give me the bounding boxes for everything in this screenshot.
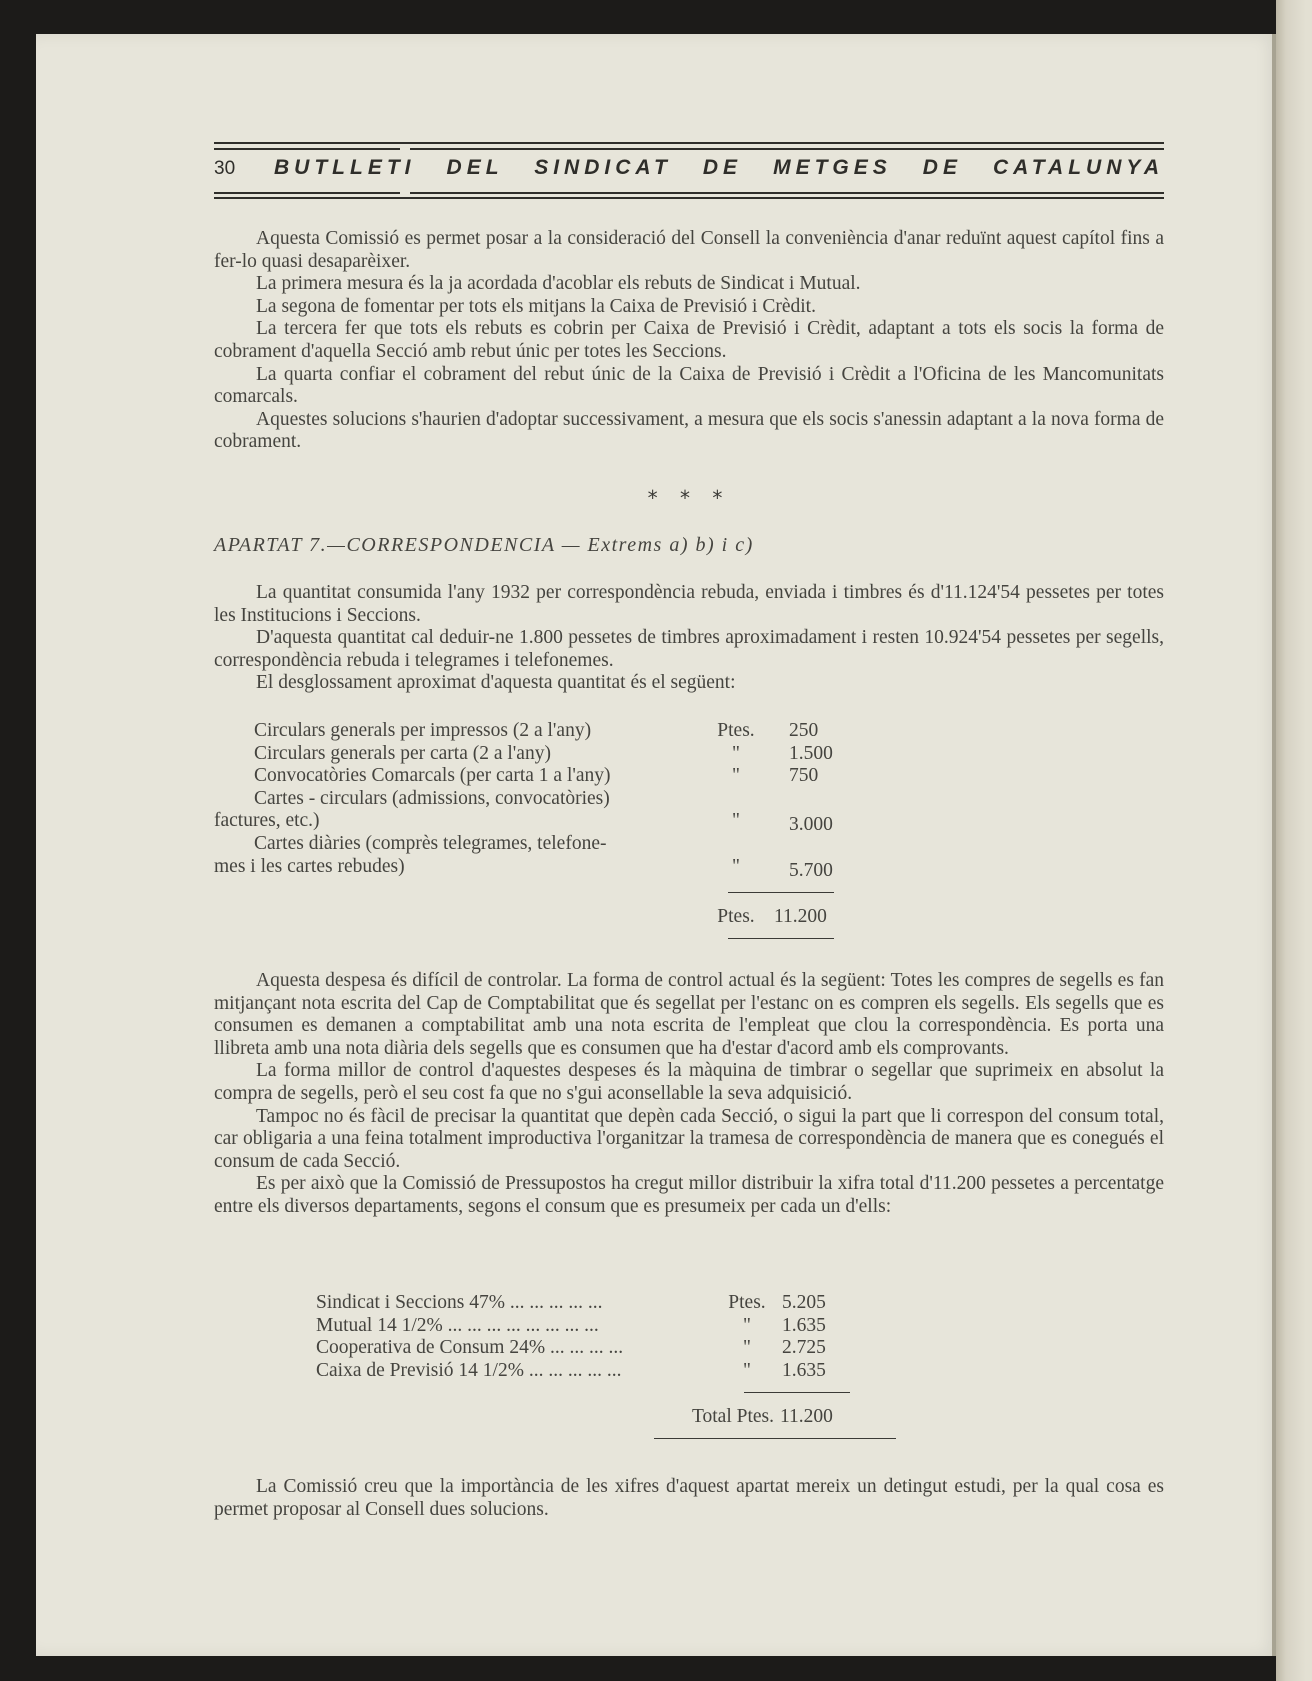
paragraph: El desglossament aproximat d'aquesta quantitat és el següent: — [256, 672, 736, 694]
breakdown-row-amount: 3.000 — [789, 814, 833, 836]
sum-rule — [744, 1392, 850, 1393]
distribution-row-amount: 1.635 — [782, 1314, 826, 1336]
section-conclusion — [214, 1476, 1164, 1521]
breakdown-row-label-cont: factures, etc.) — [214, 810, 320, 832]
distribution-row-currency: " — [743, 1337, 751, 1359]
header-rules-bottom — [214, 192, 1164, 202]
breakdown-table — [214, 720, 1164, 927]
distribution-row-currency: " — [743, 1359, 751, 1381]
distribution-row-label: Caixa de Previsió 14 1/2% ... ... ... ... ... — [316, 1359, 622, 1381]
paragraph: La tercera fer que tots els rebuts es cobrin per Caixa de Previsió i Crèdit, adaptant a tots els socis la forma de cobrament d'aquella Secció amb rebut únic per totes les Seccions. — [214, 318, 1164, 362]
paragraph: La forma millor de control d'aquestes despeses és la màquina de timbrar o segellar que suprimeix en absolut la compra de segells, però el seu cost fa que no s'gui aconsellable la seva adquisició. — [214, 1060, 1164, 1104]
distribution-row-amount: 5.205 — [782, 1292, 826, 1313]
distribution-row-amount: 2.725 — [782, 1337, 826, 1359]
paragraph: Aquesta despesa és difícil de controlar. La forma de control actual és la següent: Totes les compres de segells es fan mitjançant nota escrita del Cap de Comptabilitat que és segellat per l'estanc on es compren els segells. Els segells que es consumen es demanen a comptabilitat amb una nota escrita de l'empleat que clou la correspondència. Es porta una llibreta amb una nota diària dels segells que es consumen que ha d'estar d'acord amb els comprovants. — [214, 970, 1164, 1059]
page-number: 30 — [214, 158, 236, 179]
header-rules-top — [214, 142, 1164, 152]
paragraph: La segona de fomentar per tots els mitjans la Caixa de Previsió i Crèdit. — [256, 295, 816, 317]
breakdown-row-label-cont: mes i les cartes rebudes) — [214, 855, 405, 877]
paragraph: Es per això que la Comissió de Pressupostos ha cregut millor distribuir la xifra total d'11.200 pessetes a percentatge entre els diversos departaments, segons el consum que es presumeix per cada un d'ells: — [214, 1173, 1164, 1217]
breakdown-row-amount: 1.500 — [789, 742, 833, 764]
paragraph: La quantitat consumida l'any 1932 per correspondència rebuda, enviada i timbres és d'11.124'54 pessetes per totes les Institucions i Seccions. — [214, 582, 1164, 626]
paragraph: La primera mesura és la ja acordada d'acoblar els rebuts de Sindicat i Mutual. — [256, 273, 861, 295]
breakdown-row-amount: 5.700 — [789, 859, 833, 881]
total-rule — [728, 938, 834, 939]
distribution-table — [214, 1292, 1164, 1427]
paragraph: D'aquesta quantitat cal deduir-ne 1.800 pessetes de timbres aproximadament i resten 10.924'54 pessetes per segells, correspondència rebuda i telegrames i telefonemes. — [214, 627, 1164, 671]
breakdown-row-currency: " — [732, 855, 740, 877]
breakdown-row-amount: 250 — [789, 720, 819, 741]
paragraph: Aquestes solucions s'haurien d'adoptar successivament, a mesura que els socis s'anessin adaptant a la nova forma de cobrament. — [214, 408, 1164, 453]
paragraph: Tampoc no és fàcil de precisar la quantitat que depèn cada Secció, o sigui la part que li correspon del consum total, car obligaria a una feina totalment improductiva l'organitzar la tramesa de correspondència de manera que es conegués el consum de cada Secció. — [214, 1105, 1164, 1172]
breakdown-row-currency: Ptes. — [717, 720, 755, 741]
breakdown-row-currency: " — [732, 742, 740, 764]
page-content — [214, 142, 1164, 1520]
distribution-row-label: Mutual 14 1/2% ... ... ... ... ... ... ... ... — [316, 1314, 599, 1336]
paragraph: Aquesta Comissió es permet posar a la consideració del Consell la conveniència d'anar reduïnt aquest capítol fins a fer-lo quasi desaparèixer. — [214, 228, 1164, 272]
breakdown-row-label: Cartes - circulars (admissions, convocatòries) — [254, 787, 610, 809]
section-control — [214, 970, 1164, 1219]
paragraph: La Comissió creu que la importància de les xifres d'aquest apartat mereix un detingut estudi, per la qual cosa es permet proposar al Consell dues solucions. — [214, 1476, 1164, 1520]
distribution-row-label: Sindicat i Seccions 47% ... ... ... ... ... — [316, 1292, 603, 1313]
breakdown-row-label: Circulars generals per impressos (2 a l'any) — [254, 720, 592, 741]
section-separator: * * * — [647, 486, 731, 510]
breakdown-row-currency: " — [732, 765, 740, 787]
section-commission-proposals — [214, 228, 1164, 454]
breakdown-total-currency: Ptes. — [717, 906, 755, 927]
distribution-row-currency: Ptes. — [728, 1292, 766, 1313]
distribution-row-amount: 1.635 — [782, 1359, 826, 1381]
running-title: BUTLLETI DEL SINDICAT DE METGES DE CATALUNYA — [274, 156, 1164, 179]
distribution-row-currency: " — [743, 1314, 751, 1336]
breakdown-row-label: Cartes diàries (comprès telegrames, telefone- — [254, 832, 607, 854]
section-heading: APARTAT 7.—CORRESPONDENCIA — Extrems a) b) i c) — [214, 534, 754, 556]
running-header — [214, 152, 1164, 192]
breakdown-row-currency: " — [732, 810, 740, 832]
breakdown-row-amount: 750 — [789, 765, 819, 787]
breakdown-row-label: Convocatòries Comarcals (per carta 1 a l'any) — [254, 765, 611, 787]
section-correspondence — [214, 582, 1164, 695]
sum-rule — [728, 892, 834, 893]
distribution-row-label: Cooperativa de Consum 24% ... ... ... ... — [316, 1337, 624, 1359]
breakdown-row-label: Circulars generals per carta (2 a l'any) — [254, 742, 551, 764]
breakdown-total-amount: 11.200 — [774, 906, 827, 927]
scan-background — [1276, 0, 1312, 1681]
distribution-total-amount: 11.200 — [780, 1406, 833, 1427]
paragraph: La quarta confiar el cobrament del rebut únic de la Caixa de Previsió i Crèdit a l'Oficina de les Mancomunitats comarcals. — [214, 363, 1164, 408]
distribution-total-label: Total Ptes. — [691, 1406, 774, 1427]
total-rule — [654, 1438, 896, 1439]
